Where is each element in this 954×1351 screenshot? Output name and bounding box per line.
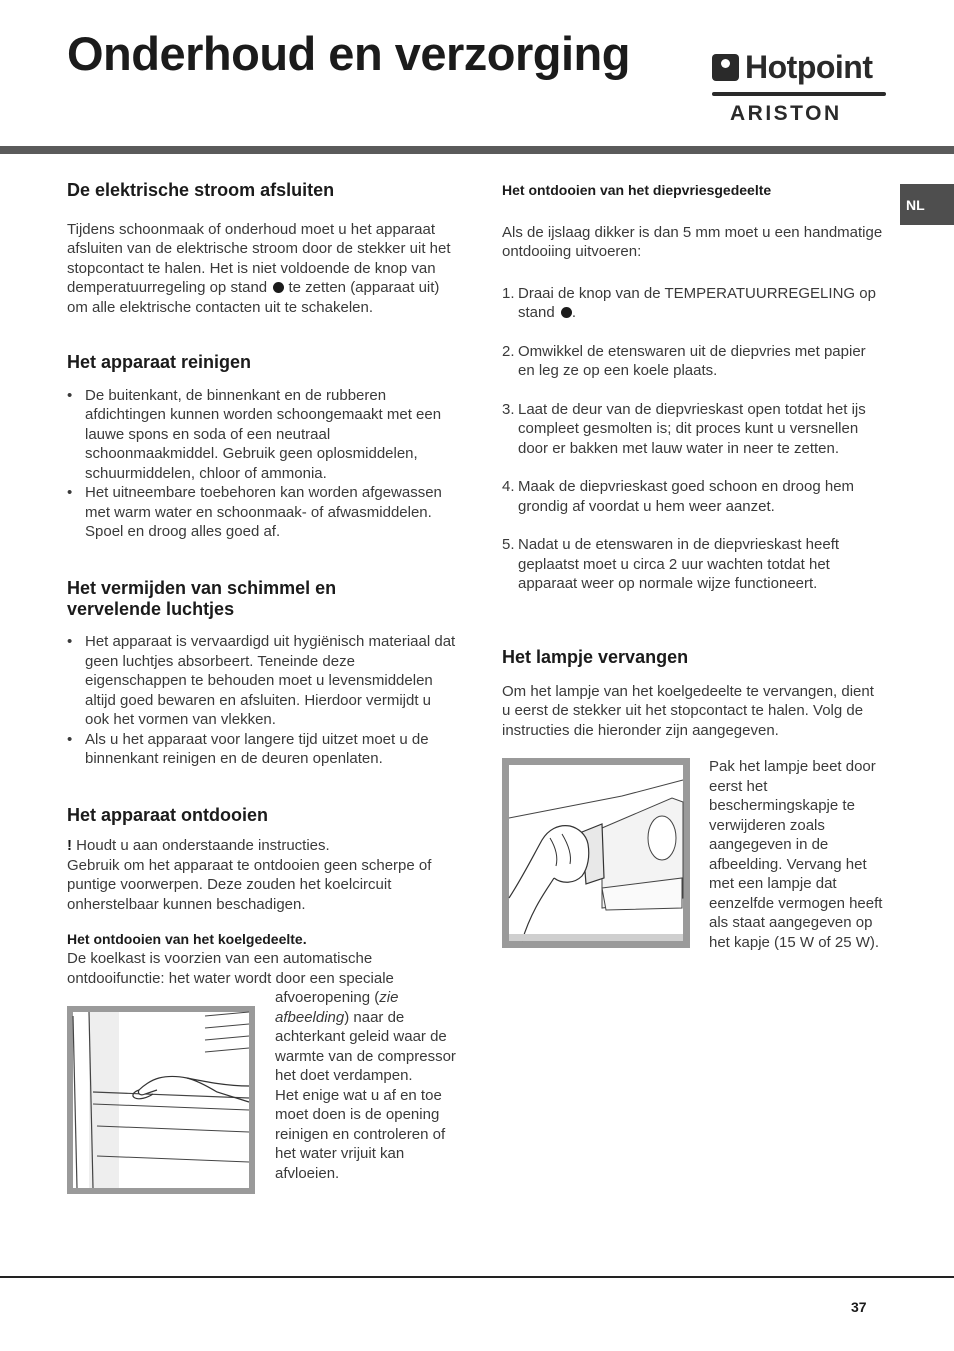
figure-wrap	[502, 757, 886, 952]
section-text: Om het lampje van het koelgedeelte te vervangen, dient u eerst de stekker uit het stopcontact te halen. Volg de instructies die hieronder zijn aangegeven.	[502, 682, 874, 739]
list-item: • Het uitneembare toebehoren kan worden afgewassen met warm water en schoonmaak- of afwasmiddelen. Spoel en droog alles goed af.	[67, 483, 457, 542]
list-item: 1. Draai de knop van de TEMPERATUURREGELING op stand .	[502, 284, 876, 322]
sub-heading: Het ontdooien van het koelgedeelte.	[67, 931, 307, 948]
section-heading: Het lampje vervangen	[502, 646, 689, 667]
list-item: 2. Omwikkel de etenswaren uit de diepvries met papier en leg ze op een koele plaats.	[502, 342, 866, 380]
lamp-replace-figure	[502, 758, 690, 948]
section-text: Als de ijslaag dikker is dan 5 mm moet u een handmatige ontdooiing uitvoeren:	[502, 223, 883, 261]
section-text: Gebruik om het apparaat te ontdooien geen scherpe of puntige voorwerpen. Deze zouden het koelcircuit onherstelbaar kunnen beschadigen.	[67, 856, 432, 913]
list-item: 5. Nadat u de etenswaren in de diepvrieskast heeft geplaatst moet u circa 2 uur wachten totdat het apparaat weer op normale wijze functioneert.	[502, 536, 840, 593]
list-item: 4. Maak de diepvrieskast goed schoon en droog hem grondig af voordat u hem weer aanzet.	[502, 478, 855, 515]
logo-brand-top: Hotpoint	[745, 49, 873, 85]
section-text: Tijdens schoonmaak of onderhoud moet u het apparaat afsluiten van de elektrische stroom door de stekker uit het stopcontact te halen. Het is niet voldoende de knop van demperatuurregeling op stand te zetten (apparaat uit) om alle elektrische contacten uit te schakelen.	[67, 220, 451, 316]
footer-divider	[0, 1276, 954, 1278]
logo-brand-bottom: ARISTON	[730, 102, 842, 125]
sub-text-wrapped: afvoeropening (zie afbeelding) naar de achterkant geleid waar de warmte van de compressor het doet verdampen.	[275, 989, 456, 1085]
section-power-off	[67, 180, 457, 317]
section-heading: De elektrische stroom afsluiten	[67, 180, 335, 200]
figure-wrap	[67, 988, 457, 1194]
list-item: • Als u het apparaat voor langere tijd uitzet moet u de binnenkant reinigen en de deuren openlaten.	[67, 730, 457, 769]
drain-illustration	[67, 1006, 255, 1194]
left-column	[67, 180, 457, 1194]
bullet-list	[67, 632, 457, 769]
header-divider	[0, 146, 954, 154]
list-item: • De buitenkant, de binnenkant en de rubberen afdichtingen kunnen worden schoongemaakt met een lauwe spons en soda of een neutraal schoonmaakmiddel. Gebruik geen oplosmiddelen, schuurmiddelen, chloor of ammonia.	[67, 386, 457, 484]
logo-mark-icon	[712, 54, 739, 81]
fridge-drain-figure	[67, 1006, 255, 1194]
list-item: 3. Laat de deur van de diepvrieskast open totdat het ijs compleet gesmolten is; dit proces kunt u versnellen door er bakken met lauw water in neer te zetten.	[502, 400, 866, 457]
sub-text-wrapped: Het enige wat u af en toe moet doen is de opening reinigen en controleren of het water vrijuit kan afvloeien.	[275, 1086, 446, 1182]
warning-mark-icon: !	[67, 837, 72, 855]
off-position-dot-icon	[561, 307, 572, 318]
section-heading: Het vermijden van schimmel en vervelende luchtjes	[67, 577, 337, 619]
sub-heading: Het ontdooien van het diepvriesgedeelte	[502, 182, 772, 198]
figure-caption: Pak het lampje beet door eerst het beschermingskapje te verwijderen zoals aangegeven in de afbeelding. Vervang het met een lampje dat eenzelfde vermogen heeft als staat aangegeven op het kapje (15 W of 25 W).	[709, 758, 883, 951]
right-column	[502, 180, 886, 952]
page-title: Onderhoud en verzorging	[67, 27, 630, 80]
lamp-illustration	[502, 758, 690, 948]
section-freezer-defrost	[502, 181, 886, 594]
section-defrost	[67, 805, 457, 1195]
off-position-dot-icon	[273, 282, 284, 293]
list-item: • Het apparaat is vervaardigd uit hygiënisch materiaal dat geen luchtjes absorbeert. Teneinde deze eigenschappen te behouden moet u levensmiddelen altijd goed bewaren en afsluiten. Hierdoor vermijdt u ook het vormen van vlekken.	[67, 632, 457, 730]
page-number: 37	[851, 1299, 867, 1315]
section-heading: Het apparaat ontdooien	[67, 804, 269, 825]
sub-text: De koelkast is voorzien van een automatische ontdooifunctie: het water wordt door een speciale	[67, 950, 394, 987]
hotpoint-ariston-logo	[712, 49, 887, 125]
language-tab: NL	[900, 184, 954, 225]
section-mould	[67, 578, 457, 769]
warning-text: ! Houdt u aan onderstaande instructies.	[67, 837, 330, 855]
section-heading: Het apparaat reinigen	[67, 352, 252, 373]
section-lamp	[502, 647, 886, 952]
section-cleaning	[67, 352, 457, 542]
step-list	[502, 284, 886, 594]
bullet-list	[67, 386, 457, 542]
